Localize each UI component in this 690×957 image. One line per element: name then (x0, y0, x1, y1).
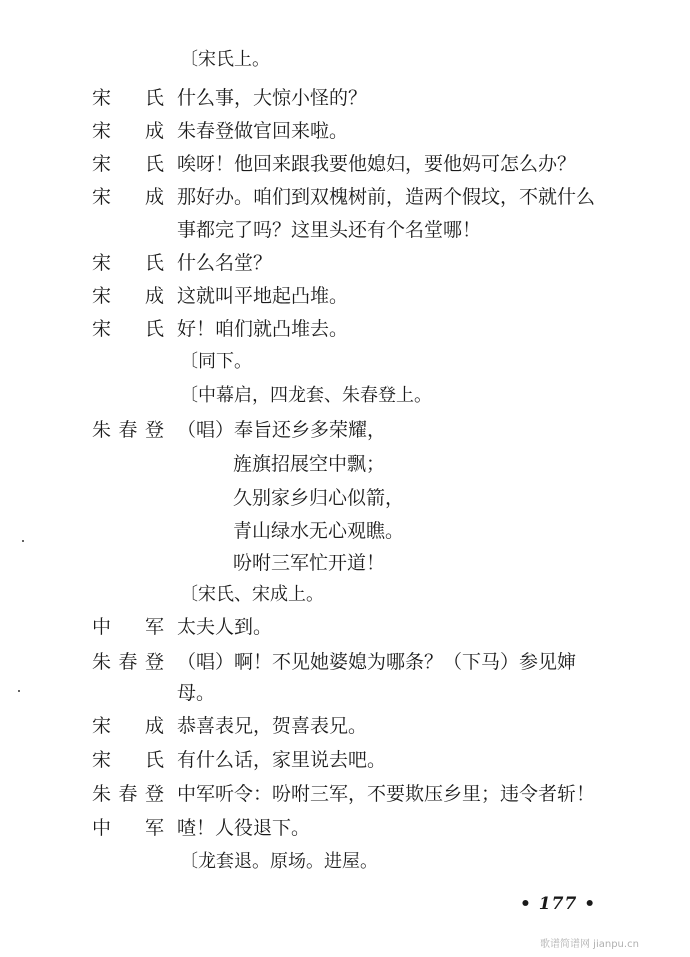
dialogue-text: （唱）啊！不见她婆媳为哪条？（下马）参见婶 (177, 651, 577, 673)
stage-direction: 〔中幕启，四龙套、朱春登上。 (180, 385, 432, 406)
dialogue-text: 这就叫平地起凸堆。 (177, 285, 349, 307)
dialogue-text: 那好办。咱们到双槐树前，造两个假坟，不就什么 (177, 186, 596, 208)
dialogue-text: 朱春登做官回来啦。 (177, 120, 349, 142)
speaker-name: 宋氏 (92, 252, 164, 274)
speaker-name: 中军 (92, 616, 164, 638)
speaker-name: 朱春登 (92, 651, 164, 673)
dialogue-continuation: 母。 (177, 682, 216, 704)
stage-direction: 〔宋氏、宋成上。 (180, 584, 324, 605)
site-watermark: 歌谱简谱网 jianpu.cn (540, 939, 639, 950)
dialogue-text: 有什么话，家里说去吧。 (177, 749, 387, 771)
speaker-name: 宋成 (92, 285, 164, 307)
scan-speck (18, 690, 20, 692)
speaker-name: 中军 (92, 817, 164, 839)
speaker-name: 宋成 (92, 186, 164, 208)
speaker-name: 宋氏 (92, 153, 164, 175)
stage-direction: 〔同下。 (180, 351, 252, 372)
stage-direction: 〔龙套退。原场。进屋。 (180, 851, 378, 872)
speaker-name: 朱春登 (92, 419, 164, 441)
verse-line: 旌旗招展空中飘； (233, 453, 386, 475)
dialogue-continuation: 事都完了吗？这里头还有个名堂哪！ (177, 219, 482, 241)
scan-speck (22, 540, 24, 542)
speaker-name: 朱春登 (92, 783, 164, 805)
dialogue-text: 恭喜表兄，贺喜表兄。 (177, 715, 368, 737)
verse-line: 久别家乡归心似箭， (233, 487, 405, 509)
speaker-name: 宋氏 (92, 87, 164, 109)
dialogue-text: 唉呀！他回来跟我要他媳妇，要他妈可怎么办？ (177, 153, 577, 175)
dialogue-text: 好！咱们就凸堆去。 (177, 318, 349, 340)
dialogue-text: 什么事，大惊小怪的？ (177, 87, 368, 109)
verse-line: 吩咐三军忙开道！ (233, 552, 386, 574)
stage-direction: 〔宋氏上。 (180, 49, 270, 70)
dialogue-text: 什么名堂？ (177, 252, 273, 274)
verse-line: 青山绿水无心观瞧。 (233, 520, 405, 542)
speaker-name: 宋氏 (92, 749, 164, 771)
dialogue-text: （唱）奉旨还乡多荣耀， (177, 419, 387, 441)
speaker-name: 宋成 (92, 120, 164, 142)
page-number: • 177 • (520, 894, 597, 914)
speaker-name: 宋氏 (92, 318, 164, 340)
dialogue-text: 太夫人到。 (177, 616, 273, 638)
dialogue-text: 喳！人役退下。 (177, 817, 311, 839)
dialogue-text: 中军听令：吩咐三军，不要欺压乡里；违令者斩！ (177, 783, 596, 805)
speaker-name: 宋成 (92, 715, 164, 737)
